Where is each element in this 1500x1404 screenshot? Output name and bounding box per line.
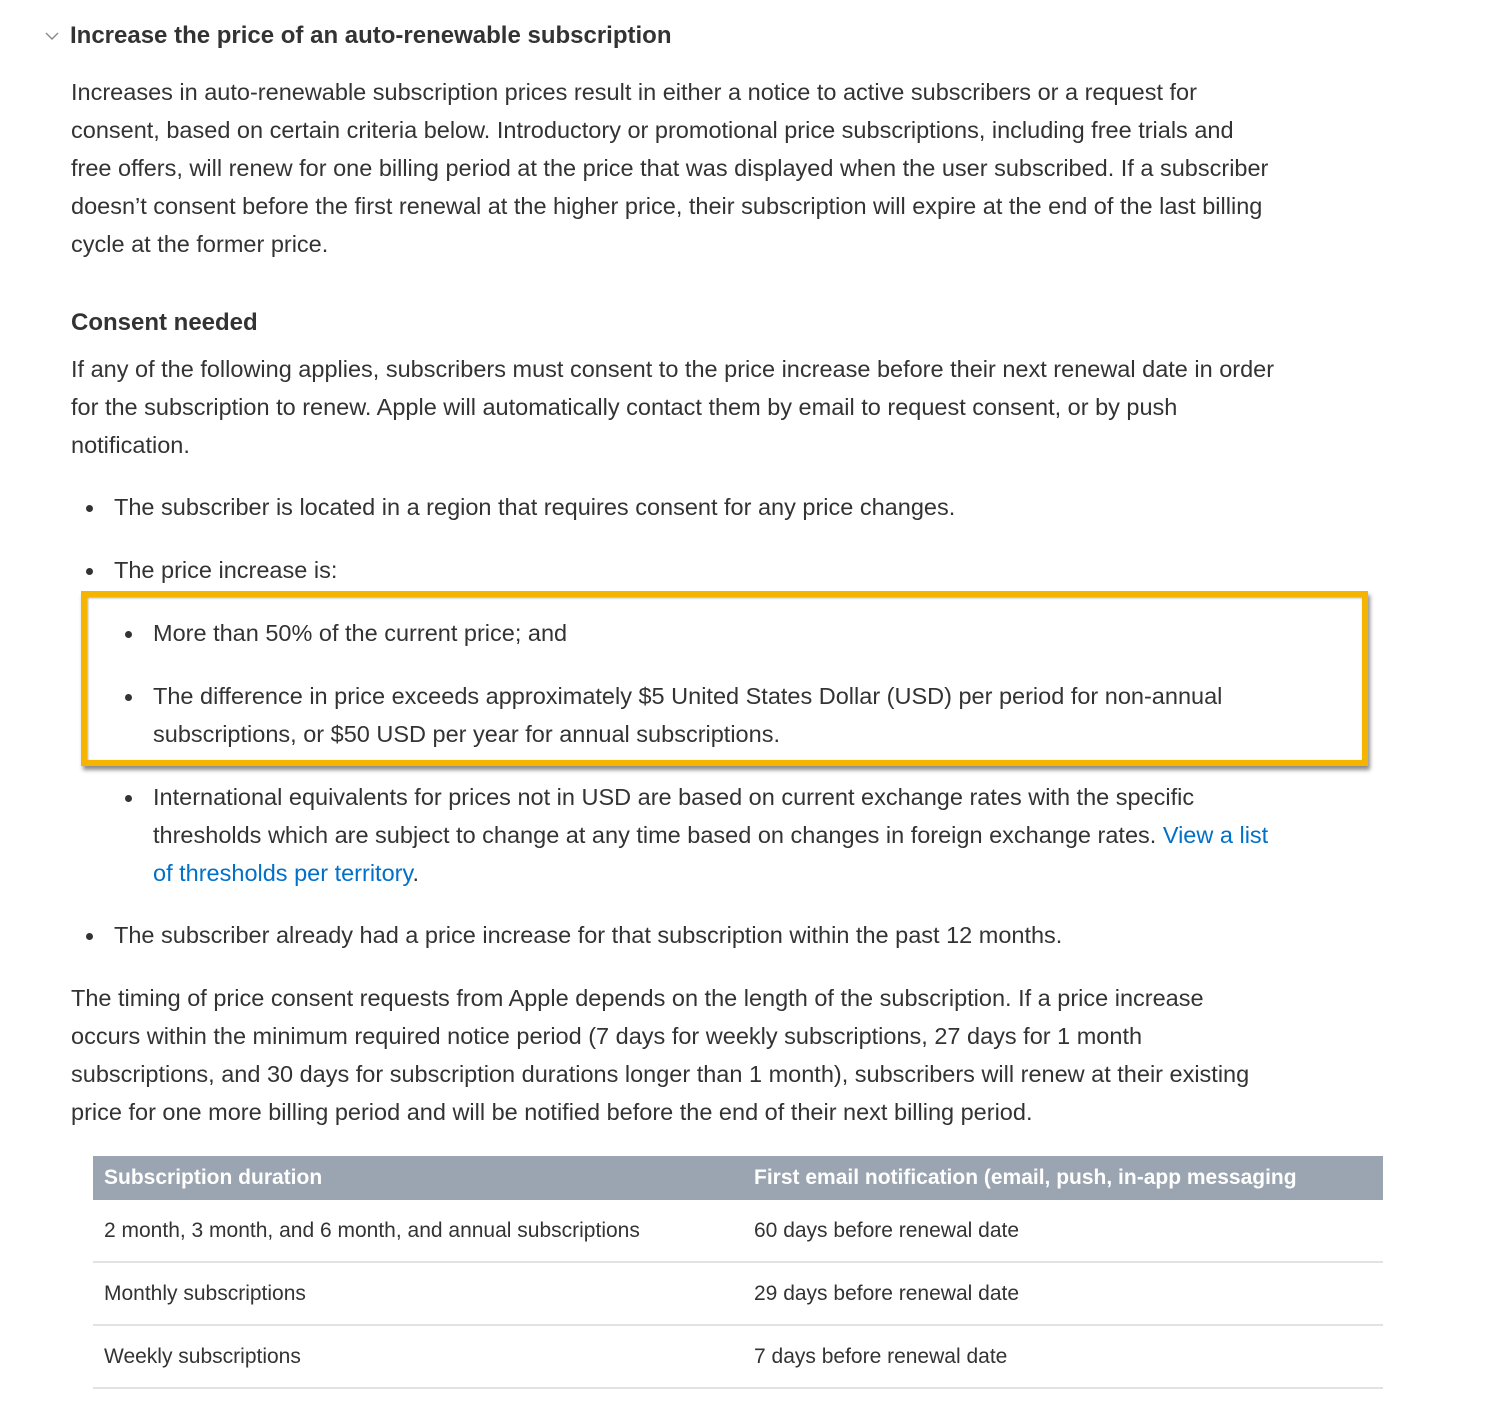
table-cell: 2 month, 3 month, and 6 month, and annual subscriptions [93,1200,743,1262]
section-toggle[interactable] [44,22,672,50]
timing-line: occurs within the minimum required notice period (7 days for weekly subscriptions, 27 days for 1 month [71,1023,1143,1049]
sub-bullet-50-percent: More than 50% of the current price; and [153,620,568,646]
sub-bullet-line: subscriptions, or $50 USD per year for annual subscriptions. [153,721,780,747]
table-cell: Monthly subscriptions [93,1262,743,1325]
chevron-down-icon [44,28,60,44]
bullet-price-increase: The price increase is: [114,557,338,583]
bullet-dot [86,933,93,940]
timing-paragraph [71,979,1249,1131]
intro-line: doesn’t consent before the first renewal at the higher price, their subscription will expire at the end of the last billing [71,193,1263,219]
bullet-dot [125,795,132,802]
table-row [93,1325,1383,1388]
intro-line: cycle at the former price. [71,231,329,257]
consent-line: If any of the following applies, subscribers must consent to the price increase before their next renewal date in order [71,356,1275,382]
sub-bullet-line: International equivalents for prices not in USD are based on current exchange rates with the specific [153,784,1195,810]
consent-paragraph [71,350,1274,464]
bullet-past-12-months: The subscriber already had a price increase for that subscription within the past 12 months. [114,922,1063,948]
timing-line: price for one more billing period and will be notified before the end of their next billing period. [71,1099,1033,1125]
bullet-dot [125,631,132,638]
section-title: Increase the price of an auto-renewable subscription [70,22,672,49]
thresholds-link-continued[interactable]: of thresholds per territory [153,860,413,886]
consent-heading: Consent needed [71,309,258,336]
timing-line: The timing of price consent requests from Apple depends on the length of the subscription. If a price increase [71,985,1204,1011]
intro-line: Increases in auto-renewable subscription prices result in either a notice to active subscribers or a request for [71,79,1197,105]
table-cell: 60 days before renewal date [743,1200,1383,1262]
intro-line: free offers, will renew for one billing period at the price that was displayed when the user subscribed. If a subscriber [71,155,1269,181]
column-header-duration: Subscription duration [93,1156,743,1200]
thresholds-link[interactable]: View a list [1162,822,1269,848]
bullet-dot [125,694,132,701]
intro-line: consent, based on certain criteria below. Introductory or promotional price subscriptions, including free trials and [71,117,1234,143]
period: . [412,860,420,886]
sub-bullet-line [153,816,1268,854]
bullet-dot [86,505,93,512]
notification-table [93,1156,1383,1389]
sub-bullet-line: The difference in price exceeds approximately $5 United States Dollar (USD) per period for non-annual [153,683,1223,709]
bullet-region-consent: The subscriber is located in a region that requires consent for any price changes. [114,494,956,520]
timing-line: subscriptions, and 30 days for subscription durations longer than 1 month), subscribers will renew at their existing [71,1061,1250,1087]
intro-paragraph [71,73,1268,263]
table-row [93,1262,1383,1325]
sub-bullet-text: thresholds which are subject to change at any time based on changes in foreign exchange rates. [153,822,1157,848]
sub-bullet-price-difference [153,677,1222,753]
table-cell: 7 days before renewal date [743,1325,1383,1388]
table-cell: Weekly subscriptions [93,1325,743,1388]
consent-line: for the subscription to renew. Apple will automatically contact them by email to request consent, or by push [71,394,1178,420]
table-header-row [93,1156,1383,1200]
column-header-notification: First email notification (email, push, in-app messaging [743,1156,1383,1200]
consent-line: notification. [71,432,190,458]
table-row [93,1200,1383,1262]
table-cell: 29 days before renewal date [743,1262,1383,1325]
sub-bullet-line [153,854,1268,892]
bullet-dot [86,568,93,575]
sub-bullet-international [153,778,1268,892]
